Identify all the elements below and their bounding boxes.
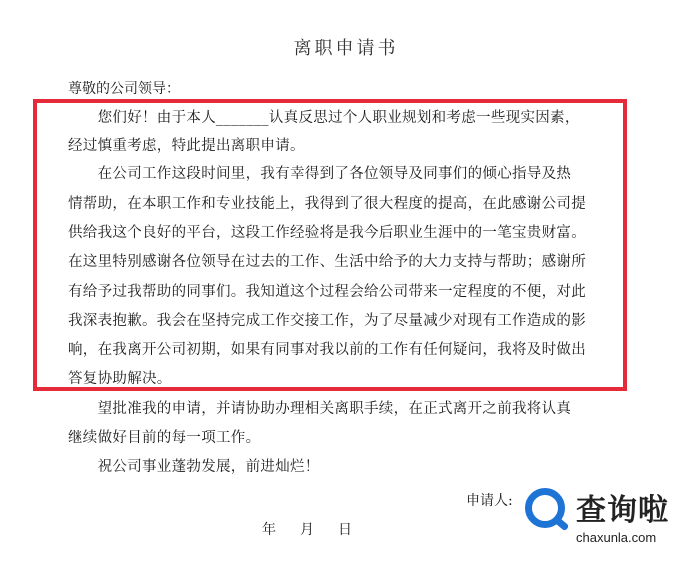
date-row: [262, 519, 352, 539]
body-line-2: 经过慎重考虑，特此提出离职申请。: [68, 138, 305, 154]
body-line-1: 您们好！由于本人_______认真反思过个人职业规划和考虑一些现实因素，: [68, 110, 580, 126]
body-line-5: 供给我这个良好的平台，这段工作经验将是我今后职业生涯中的一笔宝贵财富。: [68, 225, 586, 241]
document-title: 离职申请书: [293, 38, 399, 59]
body-line-8: 我深表抱歉。我会在坚持完成工作交接工作，为了尽量减少对现有工作造成的影: [68, 313, 586, 329]
watermark-logo: [520, 482, 690, 554]
body-line-10: 答复协助解决。: [68, 371, 172, 387]
salutation: 尊敬的公司领导：: [68, 81, 180, 97]
body-line-4: 情帮助，在本职工作和专业技能上，我得到了很大程度的提高，在此感谢公司提: [68, 196, 586, 212]
body-line-12: 继续做好目前的每一项工作。: [68, 430, 261, 446]
watermark-brand: 查询啦: [576, 493, 669, 528]
body-line-13: 祝公司事业蓬勃发展，前进灿烂！: [68, 459, 320, 475]
applicant-label: 申请人:: [466, 493, 513, 509]
highlight-box: [33, 99, 627, 391]
date-day: 日: [338, 522, 352, 538]
body-line-6: 在这里特别感谢各位领导在过去的工作、生活中给予的大力支持与帮助；感谢所: [68, 254, 586, 270]
magnifier-handle: [553, 516, 570, 532]
body-line-7: 有给予过我帮助的同事们。我知道这个过程会给公司带来一定程度的不便，对此: [68, 284, 586, 300]
watermark-url: chaxunla.com: [576, 530, 657, 545]
body-line-11: 望批准我的申请，并请协助办理相关离职手续，在正式离开之前我将认真: [68, 401, 572, 417]
date-year: 年: [262, 522, 276, 538]
date-month: 月: [300, 522, 314, 538]
body-line-3: 在公司工作这段时间里，我有幸得到了各位领导及同事们的倾心指导及热: [68, 166, 572, 182]
body-line-9: 响，在我离开公司初期，如果有同事对我以前的工作有任何疑问，我将及时做出: [68, 342, 586, 358]
